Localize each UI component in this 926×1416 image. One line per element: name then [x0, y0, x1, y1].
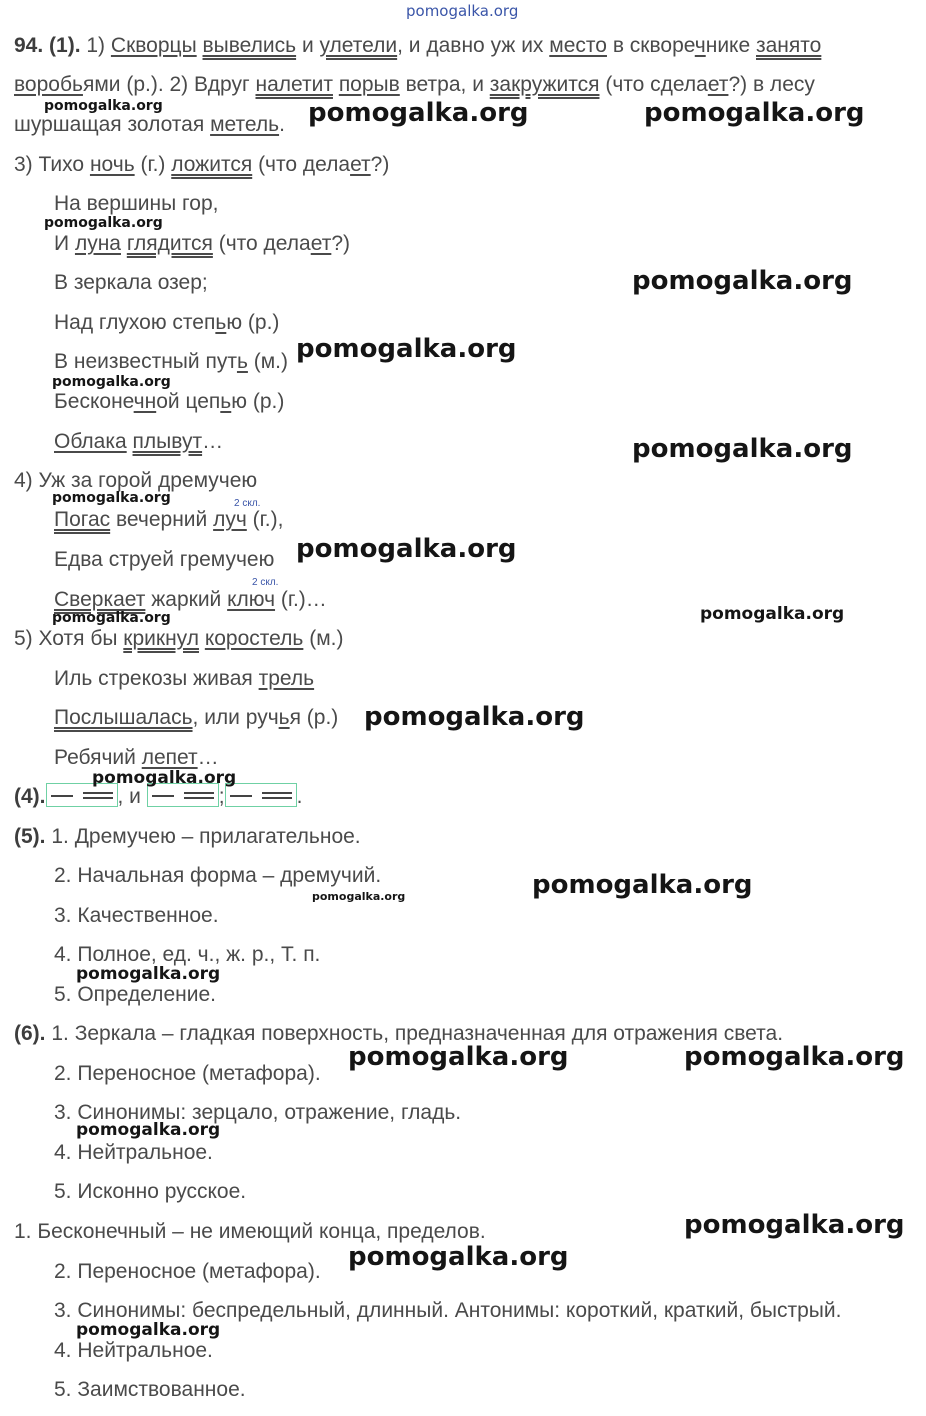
watermark: pomogalka.org — [364, 702, 585, 732]
watermark: pomogalka.org — [296, 534, 517, 564]
poem-line-4: Над глухою степью (р.) — [54, 311, 280, 334]
watermark: pomogalka.org — [52, 374, 171, 390]
sentence-3: 3) Тихо ночь (г.) ложится (что делает?) — [14, 153, 390, 176]
watermark: pomogalka.org — [296, 334, 517, 364]
poem-line-7: Облака плывут… — [54, 430, 224, 453]
declension-note: 2 скл. — [252, 577, 279, 588]
part6-line-5: 5. Исконно русское. — [54, 1180, 247, 1203]
watermark: pomogalka.org — [348, 1242, 569, 1272]
watermark: pomogalka.org — [92, 768, 237, 788]
watermark: pomogalka.org — [348, 1042, 569, 1072]
watermark: pomogalka.org — [76, 1320, 221, 1340]
part7-line-3: 3. Синонимы: беспредельный, длинный. Антонимы: короткий, краткий, быстрый. — [54, 1299, 842, 1322]
poem-line-9: Едва струей гремучею — [54, 548, 275, 571]
part5-line-5: 5. Определение. — [54, 983, 216, 1006]
sentence-4: 4) Уж за горой дремучею — [14, 469, 258, 492]
watermark: pomogalka.org — [52, 490, 171, 506]
watermark: pomogalka.org — [76, 1120, 221, 1140]
watermark: pomogalka.org — [632, 266, 853, 296]
part7-line-4: 4. Нейтральное. — [54, 1339, 213, 1362]
poem-line-10: Сверкает жаркий ключ (г.)… — [54, 588, 327, 611]
poem-line-2: И луна глядится (что делает?) — [54, 232, 351, 255]
poem-line-5: В неизвестный путь (м.) — [54, 350, 288, 373]
part7-line-5: 5. Заимствованное. — [54, 1378, 246, 1401]
part7-line-2: 2. Переносное (метафора). — [54, 1260, 321, 1283]
part5-line-2: 2. Начальная форма – дремучий. — [54, 864, 382, 887]
watermark: pomogalka.org — [684, 1042, 905, 1072]
part5-line-3: 3. Качественное. — [54, 904, 219, 927]
poem-line-13: Ребячий лепет… — [54, 746, 219, 769]
sentence-scheme: (4). , и ; . — [14, 785, 303, 808]
watermark: pomogalka.org — [44, 215, 163, 231]
watermark: pomogalka.org — [308, 98, 529, 128]
sentence-5: 5) Хотя бы крикнул коростель (м.) — [14, 627, 344, 650]
watermark: pomogalka.org — [312, 890, 406, 903]
watermark: pomogalka.org — [644, 98, 865, 128]
part5-line-4: 4. Полное, ед. ч., ж. р., Т. п. — [54, 943, 321, 966]
watermark: pomogalka.org — [532, 870, 753, 900]
poem-line-6: Бесконечной цепью (р.) — [54, 390, 285, 413]
poem-line-1: На вершины гор, — [54, 192, 219, 215]
part6-line-4: 4. Нейтральное. — [54, 1141, 213, 1164]
sentence-1-line-3: шуршащая золотая метель. — [14, 113, 285, 136]
watermark: pomogalka.org — [76, 964, 221, 984]
sentence-1-line-1: 94. (1). 1) Скворцы вывелись и улетели, и давно уж их место в скворечнике занято — [14, 34, 822, 57]
watermark-top: pomogalka.org — [406, 2, 519, 20]
part6-line-2: 2. Переносное (метафора). — [54, 1062, 321, 1085]
watermark: pomogalka.org — [44, 98, 163, 114]
poem-line-8: Погас вечерний луч (г.), — [54, 508, 284, 531]
part6-line-3: 3. Синонимы: зерцало, отражение, гладь. — [54, 1101, 462, 1124]
part6-line-1: (6). 1. Зеркала – гладкая поверхность, предназначенная для отражения света. — [14, 1022, 784, 1045]
watermark: pomogalka.org — [700, 604, 845, 624]
watermark: pomogalka.org — [632, 434, 853, 464]
watermark: pomogalka.org — [52, 610, 171, 626]
poem-line-3: В зеркала озер; — [54, 271, 208, 294]
watermark: pomogalka.org — [684, 1210, 905, 1240]
part5-line-1: (5). 1. Дремучею – прилагательное. — [14, 825, 361, 848]
declension-note: 2 скл. — [234, 498, 261, 509]
sentence-1-line-2: воробьями (р.). 2) Вдруг налетит порыв ветра, и закружится (что сделает?) в лесу — [14, 73, 815, 96]
poem-line-12: Послышалась, или ручья (р.) — [54, 706, 339, 729]
poem-line-11: Иль стрекозы живая трель — [54, 667, 315, 690]
part7-line-1: 1. Бесконечный – не имеющий конца, пределов. — [14, 1220, 486, 1243]
